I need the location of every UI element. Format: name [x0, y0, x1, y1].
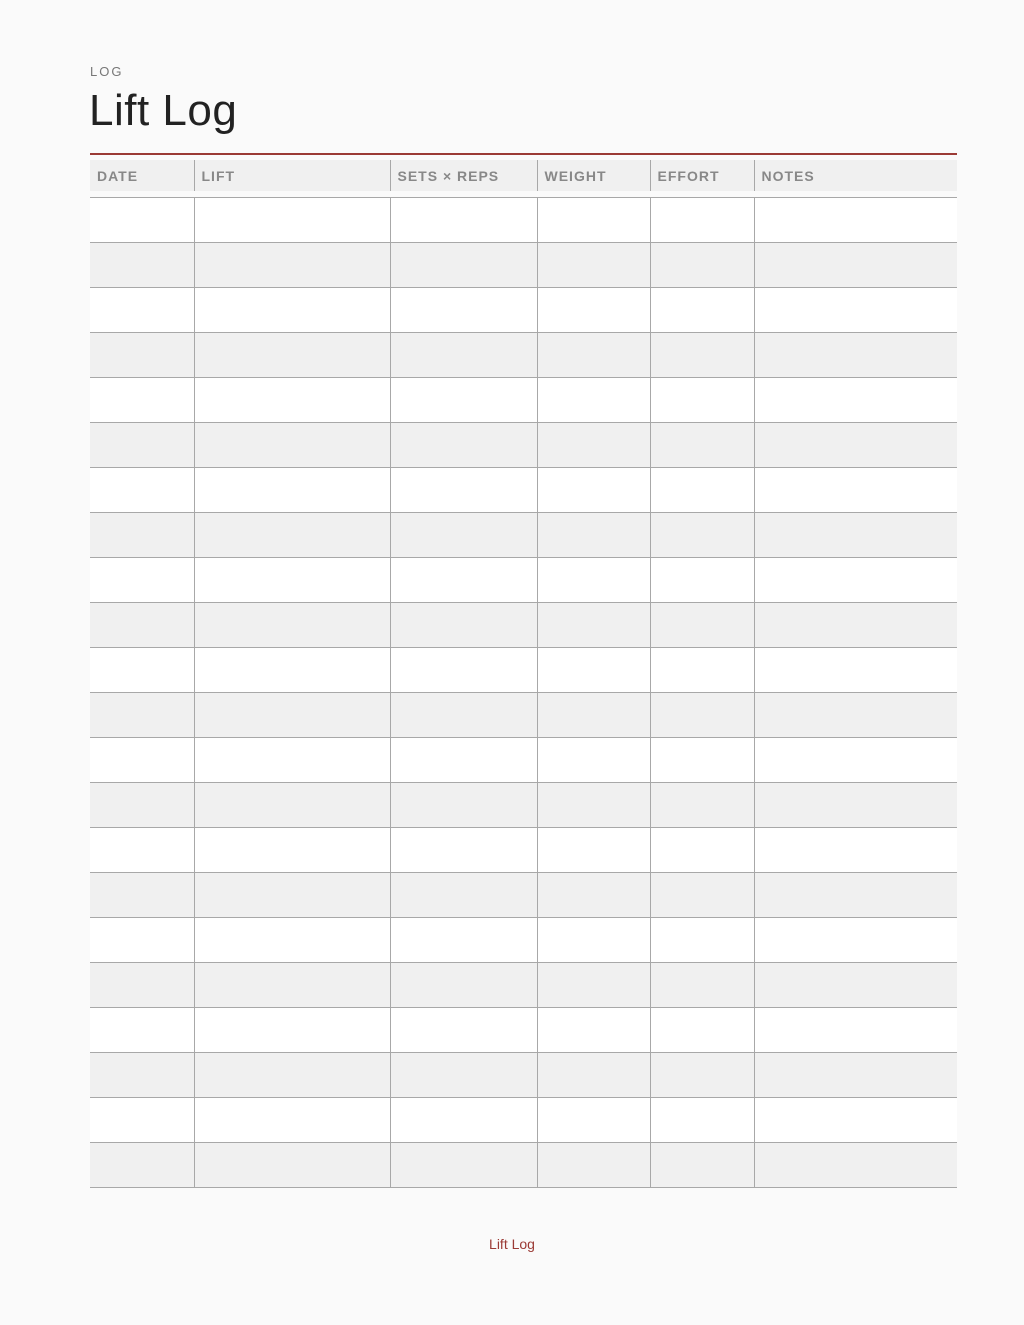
sets-reps-cell[interactable]: [390, 1143, 537, 1188]
effort-cell[interactable]: [650, 468, 754, 513]
weight-cell[interactable]: [537, 468, 650, 513]
notes-cell[interactable]: [754, 423, 957, 468]
sets-reps-cell[interactable]: [390, 603, 537, 648]
lift-cell[interactable]: [194, 783, 390, 828]
table-row: [90, 1008, 957, 1053]
lift-cell[interactable]: [194, 243, 390, 288]
notes-cell[interactable]: [754, 1053, 957, 1098]
effort-cell[interactable]: [650, 423, 754, 468]
sets-reps-cell[interactable]: [390, 918, 537, 963]
notes-cell[interactable]: [754, 378, 957, 423]
weight-cell[interactable]: [537, 1053, 650, 1098]
column-header-date: DATE: [90, 160, 194, 194]
weight-cell[interactable]: [537, 423, 650, 468]
column-header-sets-reps: SETS × REPS: [390, 160, 537, 194]
weight-cell[interactable]: [537, 333, 650, 378]
effort-cell[interactable]: [650, 693, 754, 738]
lift-cell[interactable]: [194, 198, 390, 243]
lift-cell[interactable]: [194, 738, 390, 783]
lift-cell[interactable]: [194, 333, 390, 378]
date-cell[interactable]: [90, 513, 194, 558]
effort-cell[interactable]: [650, 1008, 754, 1053]
notes-cell[interactable]: [754, 603, 957, 648]
effort-cell[interactable]: [650, 918, 754, 963]
page-title: Lift Log: [89, 86, 238, 135]
lift-cell[interactable]: [194, 1008, 390, 1053]
table-row: [90, 423, 957, 468]
lift-cell[interactable]: [194, 963, 390, 1008]
notes-cell[interactable]: [754, 513, 957, 558]
date-cell[interactable]: [90, 423, 194, 468]
effort-cell[interactable]: [650, 243, 754, 288]
date-cell[interactable]: [90, 783, 194, 828]
table-row: [90, 1053, 957, 1098]
lift-cell[interactable]: [194, 1098, 390, 1143]
weight-cell[interactable]: [537, 648, 650, 693]
notes-cell[interactable]: [754, 918, 957, 963]
table-row: [90, 783, 957, 828]
date-cell[interactable]: [90, 738, 194, 783]
weight-cell[interactable]: [537, 963, 650, 1008]
weight-cell[interactable]: [537, 288, 650, 333]
notes-cell[interactable]: [754, 288, 957, 333]
weight-cell[interactable]: [537, 918, 650, 963]
weight-cell[interactable]: [537, 1008, 650, 1053]
weight-cell[interactable]: [537, 513, 650, 558]
table-body: [90, 194, 957, 1188]
weight-cell[interactable]: [537, 558, 650, 603]
date-cell[interactable]: [90, 468, 194, 513]
table-row: [90, 513, 957, 558]
effort-cell[interactable]: [650, 198, 754, 243]
lift-cell[interactable]: [194, 378, 390, 423]
sets-reps-cell[interactable]: [390, 198, 537, 243]
table-row: [90, 738, 957, 783]
date-cell[interactable]: [90, 198, 194, 243]
notes-cell[interactable]: [754, 648, 957, 693]
weight-cell[interactable]: [537, 1143, 650, 1188]
effort-cell[interactable]: [650, 828, 754, 873]
notes-cell[interactable]: [754, 1098, 957, 1143]
effort-cell[interactable]: [650, 333, 754, 378]
notes-cell[interactable]: [754, 783, 957, 828]
effort-cell[interactable]: [650, 873, 754, 918]
column-header-effort: EFFORT: [650, 160, 754, 194]
sets-reps-cell[interactable]: [390, 243, 537, 288]
weight-cell[interactable]: [537, 603, 650, 648]
weight-cell[interactable]: [537, 1098, 650, 1143]
notes-cell[interactable]: [754, 828, 957, 873]
column-header-weight: WEIGHT: [537, 160, 650, 194]
date-cell[interactable]: [90, 1053, 194, 1098]
table-row: [90, 198, 957, 243]
table-row: [90, 918, 957, 963]
weight-cell[interactable]: [537, 693, 650, 738]
sets-reps-cell[interactable]: [390, 828, 537, 873]
sets-reps-cell[interactable]: [390, 468, 537, 513]
weight-cell[interactable]: [537, 378, 650, 423]
effort-cell[interactable]: [650, 378, 754, 423]
table-row: [90, 1098, 957, 1143]
sets-reps-cell[interactable]: [390, 1098, 537, 1143]
lift-log-table: [90, 160, 957, 1188]
effort-cell[interactable]: [650, 783, 754, 828]
table-row: [90, 873, 957, 918]
table-header-row: [90, 160, 957, 194]
effort-cell[interactable]: [650, 963, 754, 1008]
sets-reps-cell[interactable]: [390, 1008, 537, 1053]
notes-cell[interactable]: [754, 1008, 957, 1053]
date-cell[interactable]: [90, 1098, 194, 1143]
table-row: [90, 693, 957, 738]
lift-cell[interactable]: [194, 918, 390, 963]
table-row: [90, 828, 957, 873]
table-row: [90, 558, 957, 603]
date-cell[interactable]: [90, 918, 194, 963]
lift-cell[interactable]: [194, 1053, 390, 1098]
date-cell[interactable]: [90, 1008, 194, 1053]
effort-cell[interactable]: [650, 558, 754, 603]
date-cell[interactable]: [90, 288, 194, 333]
date-cell[interactable]: [90, 693, 194, 738]
lift-cell[interactable]: [194, 558, 390, 603]
effort-cell[interactable]: [650, 1098, 754, 1143]
weight-cell[interactable]: [537, 828, 650, 873]
sets-reps-cell[interactable]: [390, 648, 537, 693]
lift-cell[interactable]: [194, 468, 390, 513]
page-footer: Lift Log: [489, 1236, 535, 1252]
weight-cell[interactable]: [537, 783, 650, 828]
date-cell[interactable]: [90, 558, 194, 603]
date-cell[interactable]: [90, 243, 194, 288]
sets-reps-cell[interactable]: [390, 693, 537, 738]
effort-cell[interactable]: [650, 738, 754, 783]
table-row: [90, 333, 957, 378]
notes-cell[interactable]: [754, 333, 957, 378]
table-row: [90, 1143, 957, 1188]
weight-cell[interactable]: [537, 243, 650, 288]
weight-cell[interactable]: [537, 873, 650, 918]
lift-cell[interactable]: [194, 423, 390, 468]
lift-cell[interactable]: [194, 873, 390, 918]
notes-cell[interactable]: [754, 693, 957, 738]
lift-cell[interactable]: [194, 1143, 390, 1188]
sets-reps-cell[interactable]: [390, 1053, 537, 1098]
page-eyebrow: LOG: [90, 64, 124, 79]
table-row: [90, 603, 957, 648]
title-rule: [90, 153, 957, 155]
column-header-notes: NOTES: [754, 160, 957, 194]
sets-reps-cell[interactable]: [390, 288, 537, 333]
table-row: [90, 963, 957, 1008]
sets-reps-cell[interactable]: [390, 738, 537, 783]
date-cell[interactable]: [90, 333, 194, 378]
date-cell[interactable]: [90, 603, 194, 648]
table-row: [90, 243, 957, 288]
date-cell[interactable]: [90, 648, 194, 693]
notes-cell[interactable]: [754, 468, 957, 513]
sets-reps-cell[interactable]: [390, 378, 537, 423]
notes-cell[interactable]: [754, 963, 957, 1008]
sets-reps-cell[interactable]: [390, 963, 537, 1008]
sets-reps-cell[interactable]: [390, 333, 537, 378]
notes-cell[interactable]: [754, 738, 957, 783]
lift-cell[interactable]: [194, 288, 390, 333]
sets-reps-cell[interactable]: [390, 423, 537, 468]
notes-cell[interactable]: [754, 873, 957, 918]
lift-cell[interactable]: [194, 828, 390, 873]
date-cell[interactable]: [90, 828, 194, 873]
date-cell[interactable]: [90, 963, 194, 1008]
lift-cell[interactable]: [194, 648, 390, 693]
weight-cell[interactable]: [537, 198, 650, 243]
sets-reps-cell[interactable]: [390, 783, 537, 828]
date-cell[interactable]: [90, 873, 194, 918]
lift-cell[interactable]: [194, 693, 390, 738]
lift-cell[interactable]: [194, 603, 390, 648]
effort-cell[interactable]: [650, 1053, 754, 1098]
table-row: [90, 288, 957, 333]
notes-cell[interactable]: [754, 243, 957, 288]
column-header-lift: LIFT: [194, 160, 390, 194]
lift-cell[interactable]: [194, 513, 390, 558]
effort-cell[interactable]: [650, 648, 754, 693]
notes-cell[interactable]: [754, 1143, 957, 1188]
notes-cell[interactable]: [754, 558, 957, 603]
effort-cell[interactable]: [650, 288, 754, 333]
sets-reps-cell[interactable]: [390, 558, 537, 603]
date-cell[interactable]: [90, 378, 194, 423]
effort-cell[interactable]: [650, 1143, 754, 1188]
weight-cell[interactable]: [537, 738, 650, 783]
effort-cell[interactable]: [650, 603, 754, 648]
sets-reps-cell[interactable]: [390, 873, 537, 918]
notes-cell[interactable]: [754, 198, 957, 243]
table-row: [90, 378, 957, 423]
effort-cell[interactable]: [650, 513, 754, 558]
date-cell[interactable]: [90, 1143, 194, 1188]
table-row: [90, 648, 957, 693]
sets-reps-cell[interactable]: [390, 513, 537, 558]
table-row: [90, 468, 957, 513]
